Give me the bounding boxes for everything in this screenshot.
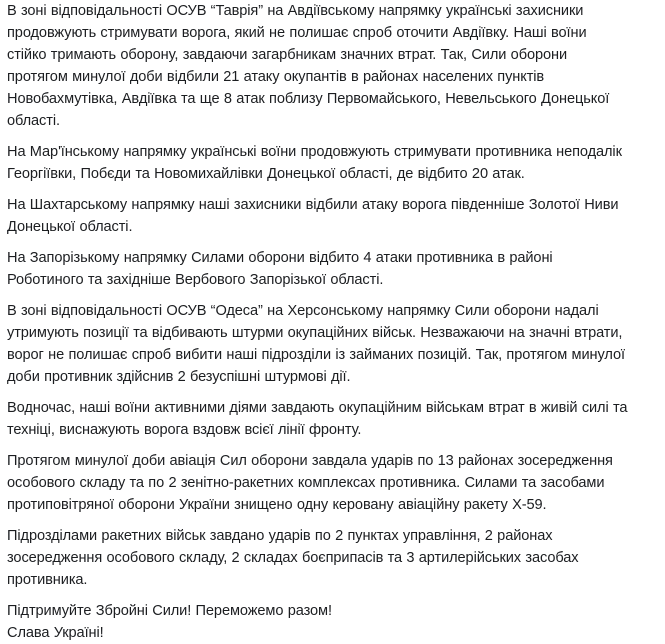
- text-line: протиповітряної оборони України знищено одну керовану авіаційну ракету Х-59.: [7, 497, 547, 513]
- text-line: противника.: [7, 572, 88, 588]
- text-line: протягом минулої доби відбили 21 атаку окупантів в районах населених пунктів: [7, 69, 545, 85]
- text-line: Донецької області.: [7, 219, 133, 235]
- text-line: стійко тримають оборону, завдаючи загарбникам значних втрат. Так, Сили оборони: [7, 47, 568, 63]
- text-line: особового складу та по 2 зенітно-ракетних комплексах противника. Силами та засобами: [7, 475, 605, 491]
- text-line: ворог не полишає спроб вибити наші підрозділи із займаних позицій. Так, протягом минулої: [7, 347, 625, 363]
- paragraph-zaporizhzhia: [7, 247, 657, 291]
- paragraph-shakhtarsk: [7, 194, 657, 238]
- text-line: В зоні відповідальності ОСУВ “Таврія” на Авдіївському напрямку українські захисники: [7, 3, 584, 19]
- text-line: доби противник здійснив 2 безуспішні штурмові дії.: [7, 369, 351, 385]
- paragraph-attrition: [7, 397, 657, 441]
- paragraph-marinka: [7, 141, 657, 185]
- text-line: Роботиного та західніше Вербового Запорізької області.: [7, 272, 384, 288]
- text-line: В зоні відповідальності ОСУВ “Одеса” на Херсонському напрямку Сили оборони надалі: [7, 303, 599, 319]
- text-line: Підтримуйте Збройні Сили! Переможемо разом!: [7, 603, 332, 619]
- text-line: Слава Україні!: [7, 625, 104, 641]
- paragraph-odesa: [7, 300, 657, 388]
- text-line: Водночас, наші воїни активними діями завдають окупаційним військам втрат в живій силі та: [7, 400, 628, 416]
- paragraph-missile-troops: [7, 525, 657, 591]
- text-line: Георгіївки, Побєди та Новомихайлівки Донецької області, де відбито 20 атак.: [7, 166, 525, 182]
- paragraph-tavria: [7, 0, 657, 132]
- text-line: техніці, виснажують ворога вздовж всієї лінії фронту.: [7, 422, 362, 438]
- text-line: утримують позиції та відбивають штурми окупаційних військ. Незважаючи на значні втрати,: [7, 325, 623, 341]
- paragraph-closing: [7, 600, 657, 644]
- text-line: На Мар'їнському напрямку українські воїни продовжують стримувати противника неподалік: [7, 144, 622, 160]
- text-line: Новобахмутівка, Авдіївка та ще 8 атак поблизу Первомайського, Невельського Донецької: [7, 91, 610, 107]
- text-line: продовжують стримувати ворога, який не полишає спроб оточити Авдіївку. Наші воїни: [7, 25, 587, 41]
- text-line: Протягом минулої доби авіація Сил оборони завдала ударів по 13 районах зосередження: [7, 453, 613, 469]
- text-line: На Запорізькому напрямку Силами оборони відбито 4 атаки противника в районі: [7, 250, 553, 266]
- text-line: зосередження особового складу, 2 складах боєприпасів та 3 артилерійських засобах: [7, 550, 579, 566]
- paragraph-aviation: [7, 450, 657, 516]
- text-line: області.: [7, 113, 60, 129]
- text-line: Підрозділами ракетних військ завдано ударів по 2 пунктах управління, 2 районах: [7, 528, 553, 544]
- text-line: На Шахтарському напрямку наші захисники відбили атаку ворога південніше Золотої Ниви: [7, 197, 619, 213]
